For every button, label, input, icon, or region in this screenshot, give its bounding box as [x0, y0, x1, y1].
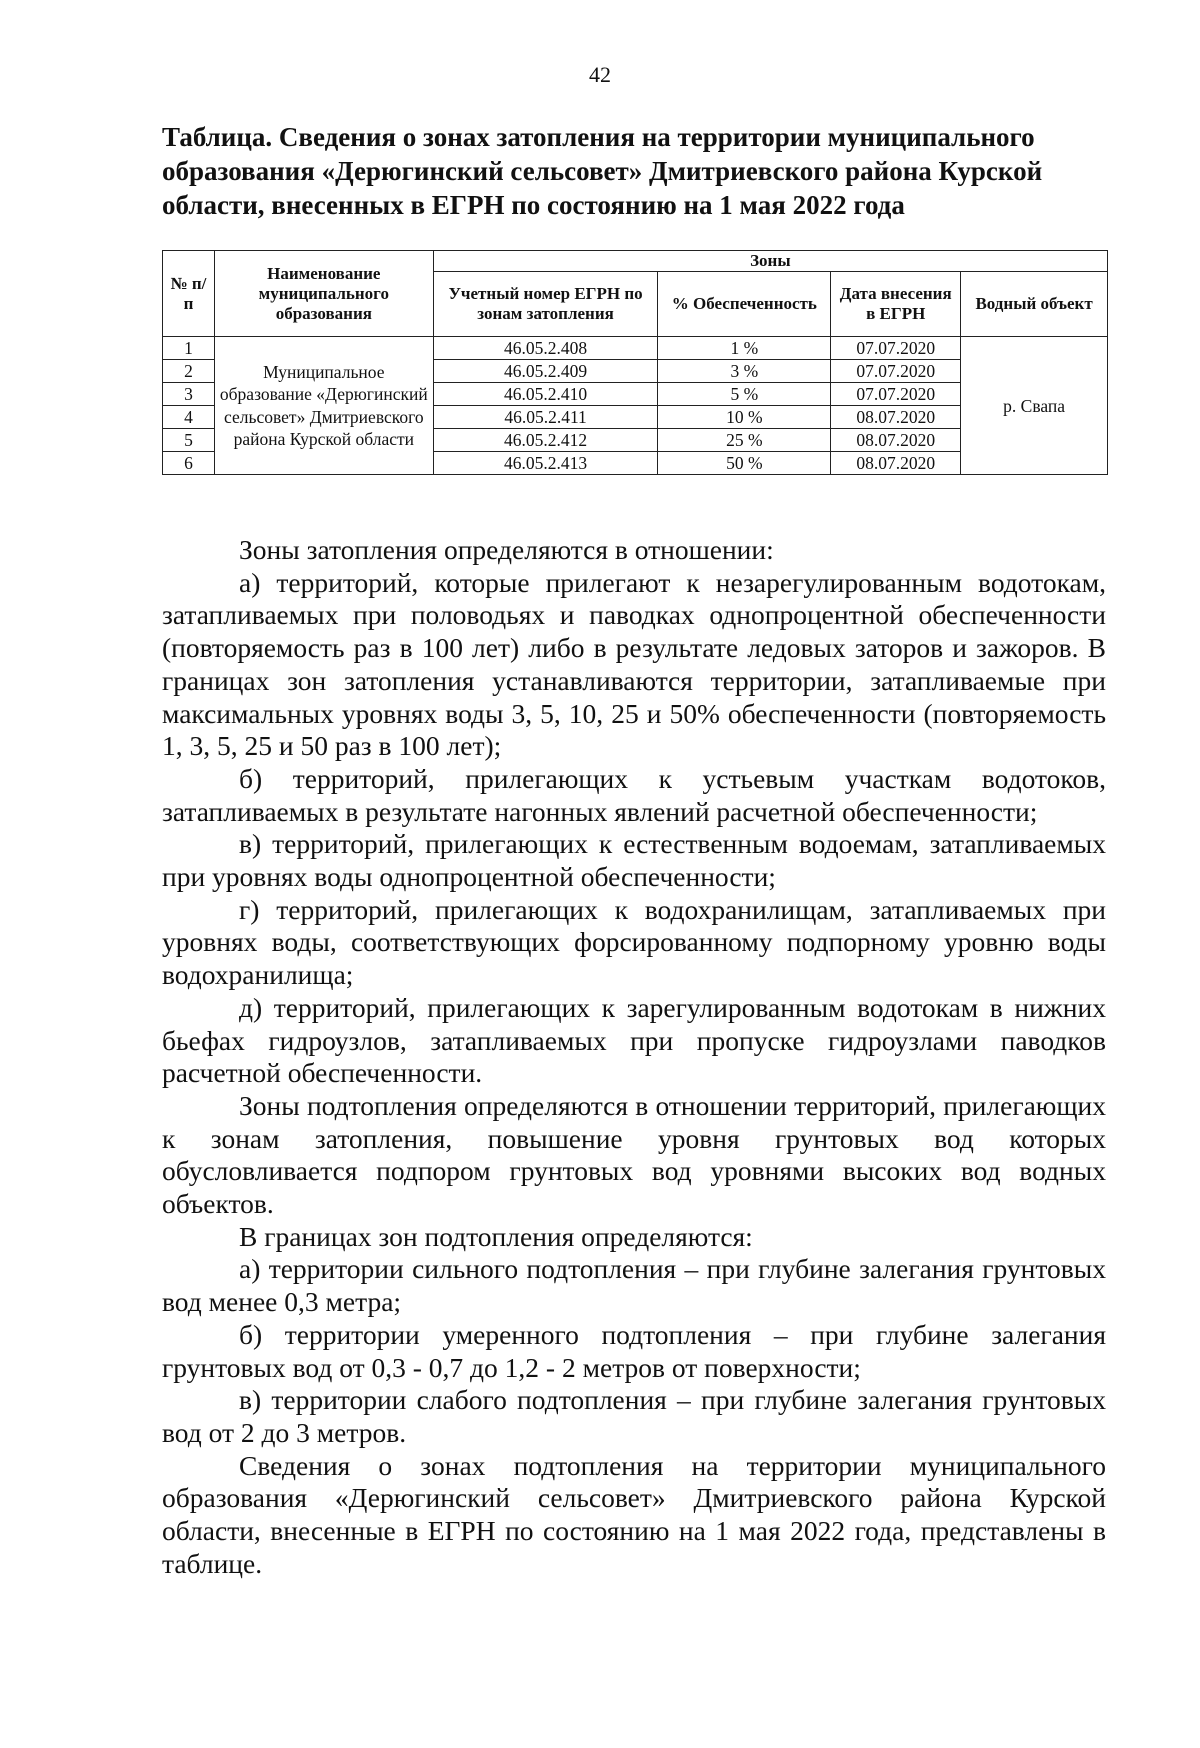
paragraph: д) территорий, прилегающих к зарегулированным водотокам в нижних бьефах гидроузлов, затапливаемых при пропуске гидроузлами паводков расчетной обеспеченности.	[162, 991, 1106, 1089]
paragraph: а) территорий, которые прилегают к незарегулированным водотокам, затапливаемых при половодьях и паводках однопроцентной обеспеченности (повторяемость раз в 100 лет) либо в результате ледовых заторов и зажоров. В границах зон затопления устанавливаются территории, затапливаемые при максимальных уровнях воды 3, 5, 10, 25 и 50% обеспеченности (повторяемость 1, 3, 5, 25 и 50 раз в 100 лет);	[162, 566, 1106, 762]
page-number: 42	[589, 62, 611, 87]
header-name: Наименование муниципального образования	[214, 251, 433, 337]
header-date: Дата внесения в ЕГРН	[831, 272, 961, 337]
header-zones: Зоны	[433, 251, 1107, 272]
row-num: 2	[163, 360, 215, 383]
row-pct: 5 %	[658, 383, 831, 406]
row-reg: 46.05.2.408	[433, 337, 658, 360]
row-pct: 50 %	[658, 452, 831, 475]
row-pct: 1 %	[658, 337, 831, 360]
row-reg: 46.05.2.409	[433, 360, 658, 383]
row-pct: 3 %	[658, 360, 831, 383]
row-num: 4	[163, 406, 215, 429]
header-reg-number: Учетный номер ЕГРН по зонам затопления	[433, 272, 658, 337]
paragraph: а) территории сильного подтопления – при глубине залегания грунтовых вод менее 0,3 метра;	[162, 1253, 1106, 1318]
paragraph: В границах зон подтопления определяются:	[239, 1220, 753, 1252]
row-date: 08.07.2020	[831, 406, 961, 429]
table-title	[162, 120, 1106, 222]
municipality-cell: Муниципальное образование «Дерюгинский сельсовет» Дмитриевского района Курской области	[214, 337, 433, 475]
header-num: № п/п	[163, 251, 215, 337]
row-reg: 46.05.2.410	[433, 383, 658, 406]
title-line: образования «Дерюгинский сельсовет» Дмитриевского района Курской	[162, 156, 1043, 186]
paragraph: Зоны затопления определяются в отношении:	[239, 534, 774, 565]
row-num: 1	[163, 337, 215, 360]
row-num: 6	[163, 452, 215, 475]
paragraph: б) территорий, прилегающих к устьевым участкам водотоков, затапливаемых в результате нагонных явлений расчетной обеспеченности;	[162, 762, 1106, 827]
zones-table	[162, 250, 1108, 475]
row-num: 3	[163, 383, 215, 406]
row-date: 08.07.2020	[831, 452, 961, 475]
header-water: Водный объект	[961, 272, 1108, 337]
paragraph: Зоны подтопления определяются в отношении территорий, прилегающих к зонам затопления, повышение уровня грунтовых вод которых обусловливается подпором грунтовых вод уровнями высоких вод водных объектов.	[162, 1089, 1106, 1220]
title-line: области, внесенных в ЕГРН по состоянию на 1 мая 2022 года	[162, 190, 905, 220]
body-text	[162, 534, 1106, 1581]
paragraph: в) территории слабого подтопления – при глубине залегания грунтовых вод от 2 до 3 метров.	[162, 1384, 1106, 1448]
row-reg: 46.05.2.411	[433, 406, 658, 429]
paragraph: б) территории умеренного подтопления – при глубине залегания грунтовых вод от 0,3 - 0,7 до 1,2 - 2 метров от поверхности;	[162, 1318, 1106, 1383]
row-date: 07.07.2020	[831, 383, 961, 406]
row-date: 07.07.2020	[831, 360, 961, 383]
row-reg: 46.05.2.413	[433, 452, 658, 475]
water-object-cell: р. Свапа	[961, 337, 1108, 475]
row-reg: 46.05.2.412	[433, 429, 658, 452]
table-row	[163, 337, 1108, 360]
row-date: 07.07.2020	[831, 337, 961, 360]
paragraph: в) территорий, прилегающих к естественным водоемам, затапливаемых при уровнях воды однопроцентной обеспеченности;	[162, 828, 1106, 893]
paragraph: Сведения о зонах подтопления на территории муниципального образования «Дерюгинский сельсовет» Дмитриевского района Курской области, внесенные в ЕГРН по состоянию на 1 мая 2022 года, представлены в таблице.	[162, 1449, 1106, 1579]
row-pct: 25 %	[658, 429, 831, 452]
row-date: 08.07.2020	[831, 429, 961, 452]
paragraph: г) территорий, прилегающих к водохранилищам, затапливаемых при уровнях воды, соответствующих форсированному подпорному уровню воды водохранилища;	[162, 893, 1106, 991]
row-num: 5	[163, 429, 215, 452]
row-pct: 10 %	[658, 406, 831, 429]
header-percent: % Обеспеченность	[658, 272, 831, 337]
title-line: Таблица. Сведения о зонах затопления на территории муниципального	[162, 122, 1035, 152]
